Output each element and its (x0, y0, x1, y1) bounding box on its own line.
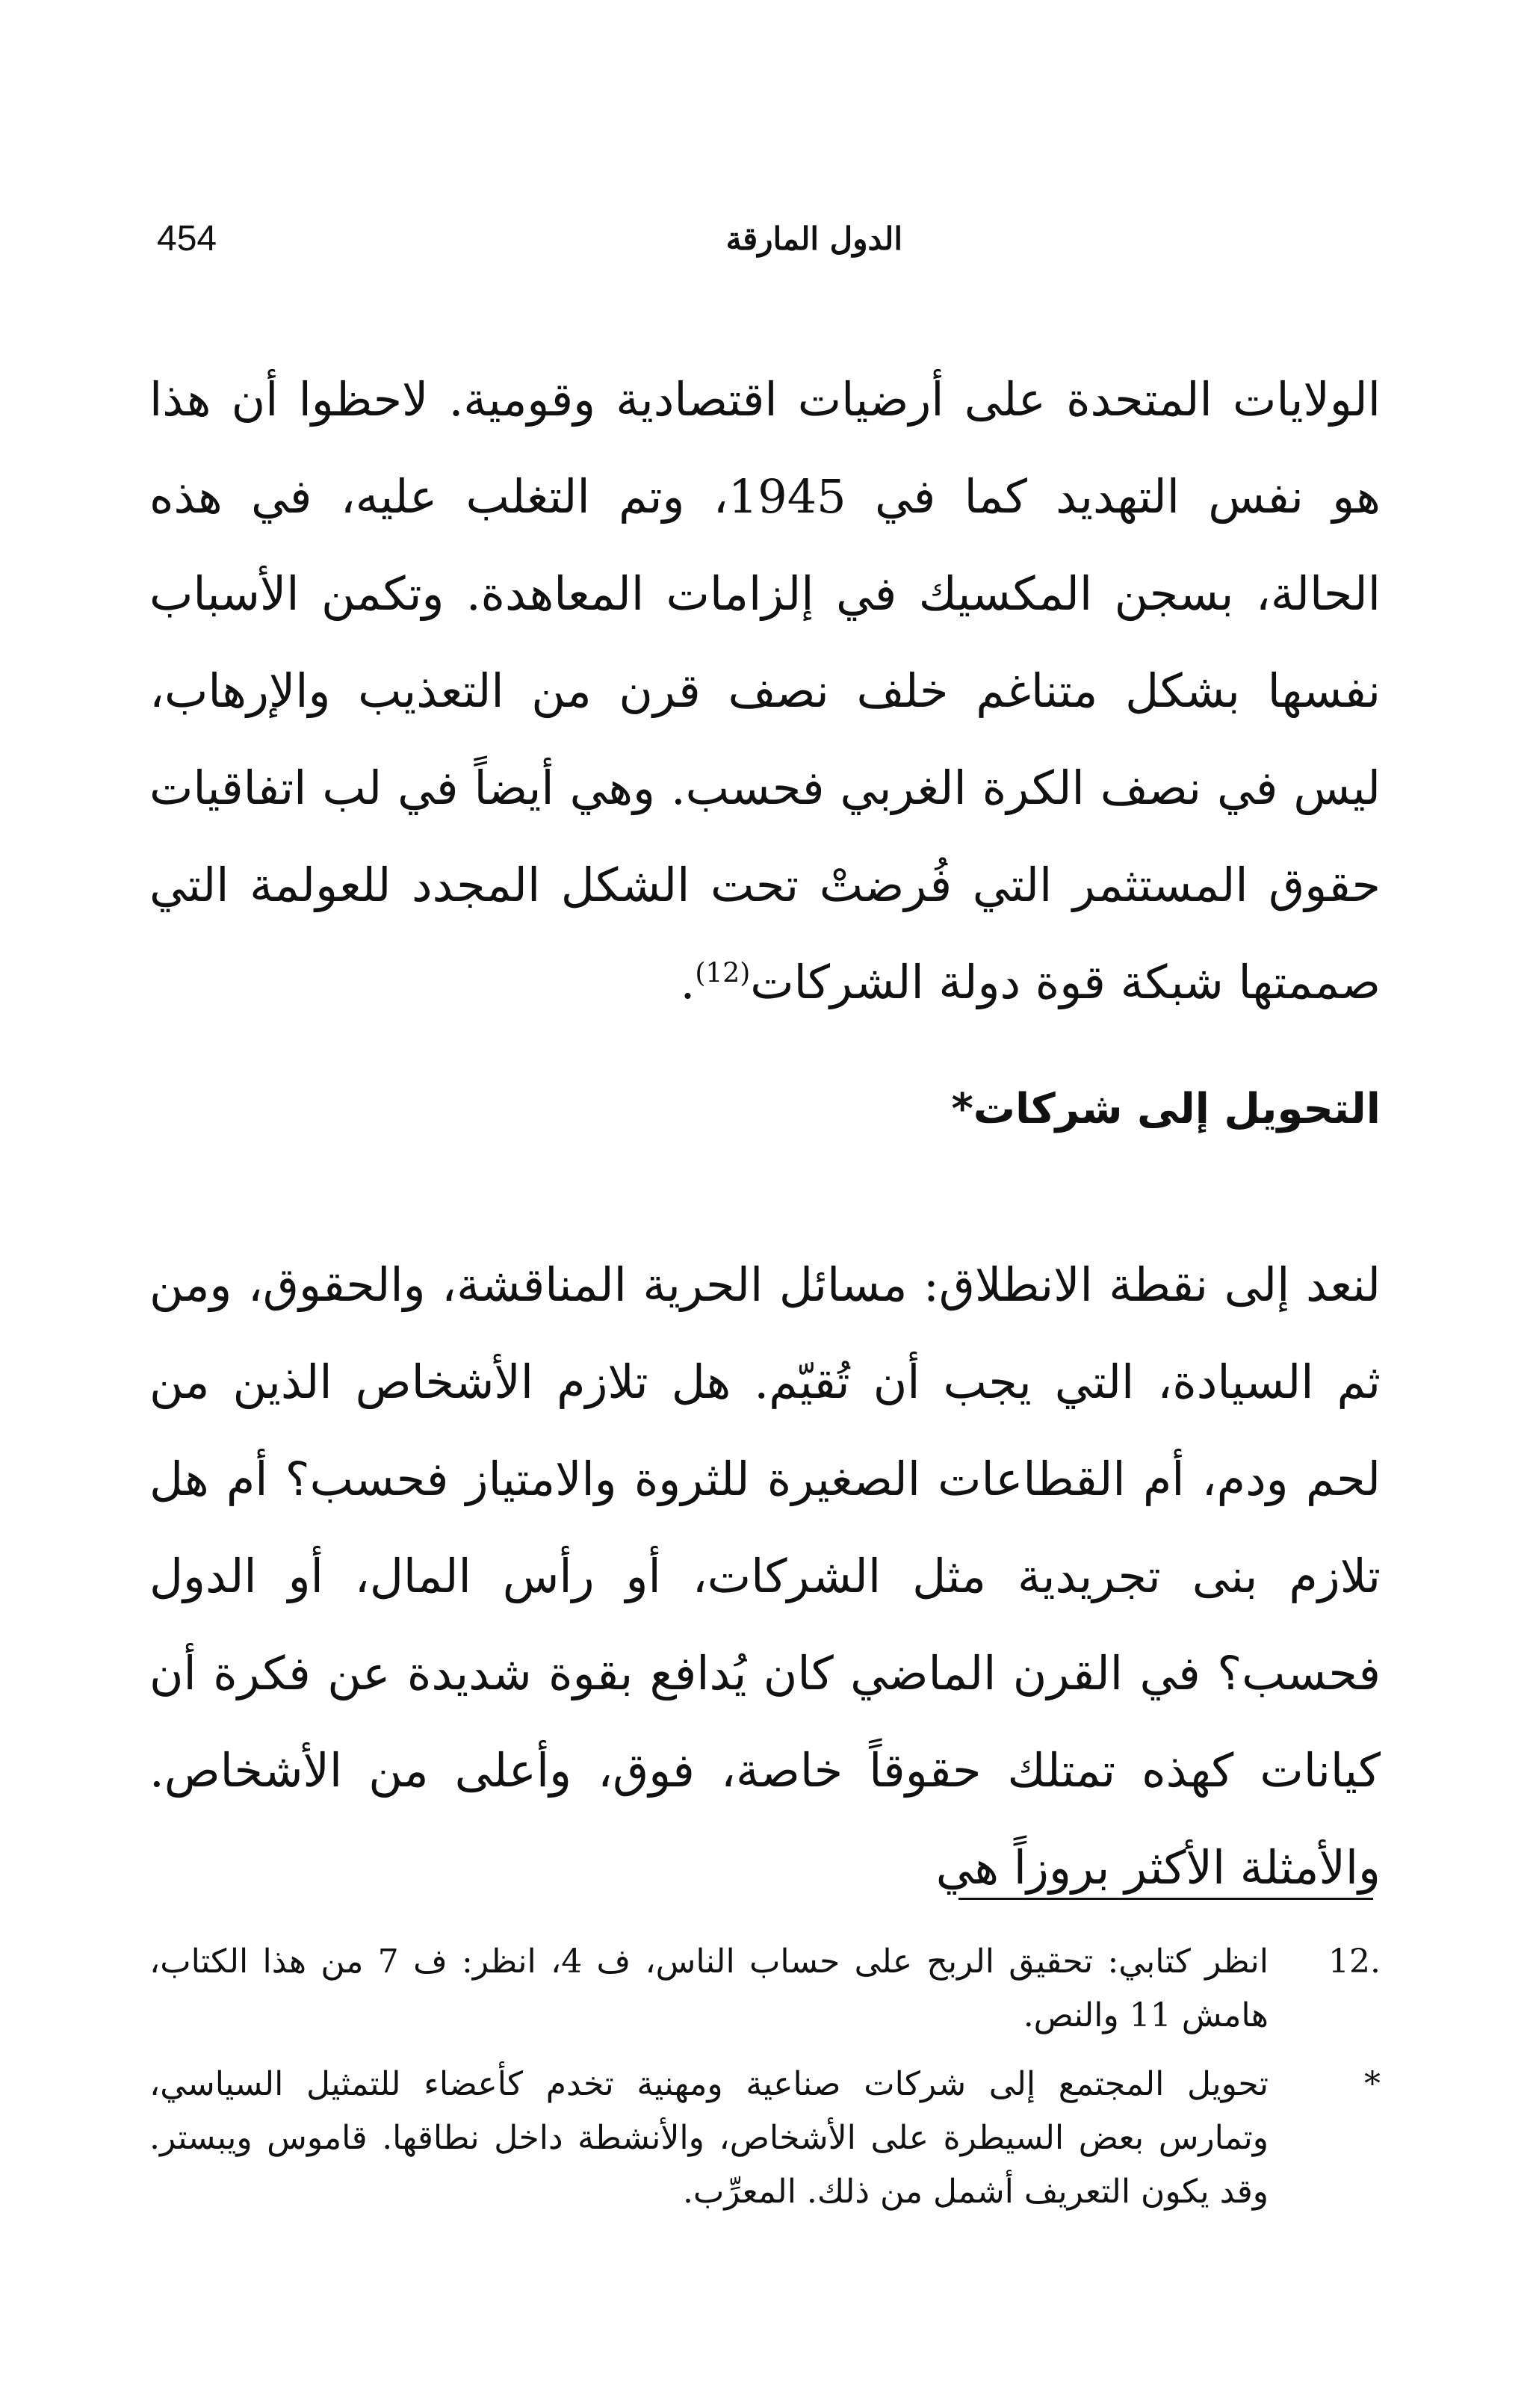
footnote-text: انظر كتابي: تحقيق الربح على حساب الناس، ف 4، انظر: ف 7 من هذا الكتاب، هامش 11 والنص. (149, 1943, 1269, 2034)
footnote-separator (958, 1898, 1373, 1900)
running-title: الدول المارقة (725, 220, 902, 257)
paragraph (149, 351, 1381, 1031)
body-text-top (149, 351, 1381, 1031)
footnote-text: تحويل المجتمع إلى شركات صناعية ومهنية تخدم كأعضاء للتمثيل السياسي، وتمارس بعض السيطرة على الأشخاص، والأنشطة داخل نطاقها. قاموس ويبستر. وقد يكون التعريف أشمل من ذلك. المعرِّب. (149, 2065, 1269, 2211)
footnote (149, 2058, 1381, 2219)
paragraph-text: الولايات المتحدة على أرضيات اقتصادية وقومية. لاحظوا أن هذا هو نفس التهديد كما في 1945، وتم التغلب عليه، في هذه الحالة، بسجن المكسيك في إلزامات المعاهدة. وتكمن الأسباب نفسها بشكل متناغم خلف نصف قرن من التعذيب والإرهاب، ليس في نصف الكرة الغربي فحسب. وهي أيضاً في لب اتفاقيات حقوق المستثمر التي فُرضتْ تحت الشكل المجدد للعولمة التي صممتها شبكة قوة دولة الشركات (149, 372, 1381, 1009)
footnote-reference[interactable]: (12) (695, 958, 751, 989)
paragraph: لنعد إلى نقطة الانطلاق: مسائل الحرية المناقشة، والحقوق، ومن ثم السيادة، التي يجب أن تُقيّم. هل تلازم الأشخاص الذين من لحم ودم، أم القطاعات الصغيرة للثروة والامتياز فحسب؟ أم هل تلازم بنى تجريدية مثل الشركات، أو رأس المال، أو الدول فحسب؟ في القرن الماضي كان يُدافع بقوة شديدة عن فكرة أن كيانات كهذه تمتلك حقوقاً خاصة، فوق، وأعلى من الأشخاص. والأمثلة الأكثر بروزاً هي (149, 1257, 1381, 1895)
footnote (149, 1935, 1381, 2043)
paragraph-end-punctuation: . (680, 955, 696, 1009)
footnote-marker: .12 (1328, 1943, 1381, 1981)
footnote-marker: * (1364, 2065, 1381, 2103)
footnotes (149, 1935, 1381, 2234)
body-text-section (149, 1237, 1381, 1916)
page-number: 454 (157, 219, 217, 259)
section-heading: التحويل إلى شركات* (951, 1085, 1381, 1133)
running-header (157, 209, 1373, 269)
